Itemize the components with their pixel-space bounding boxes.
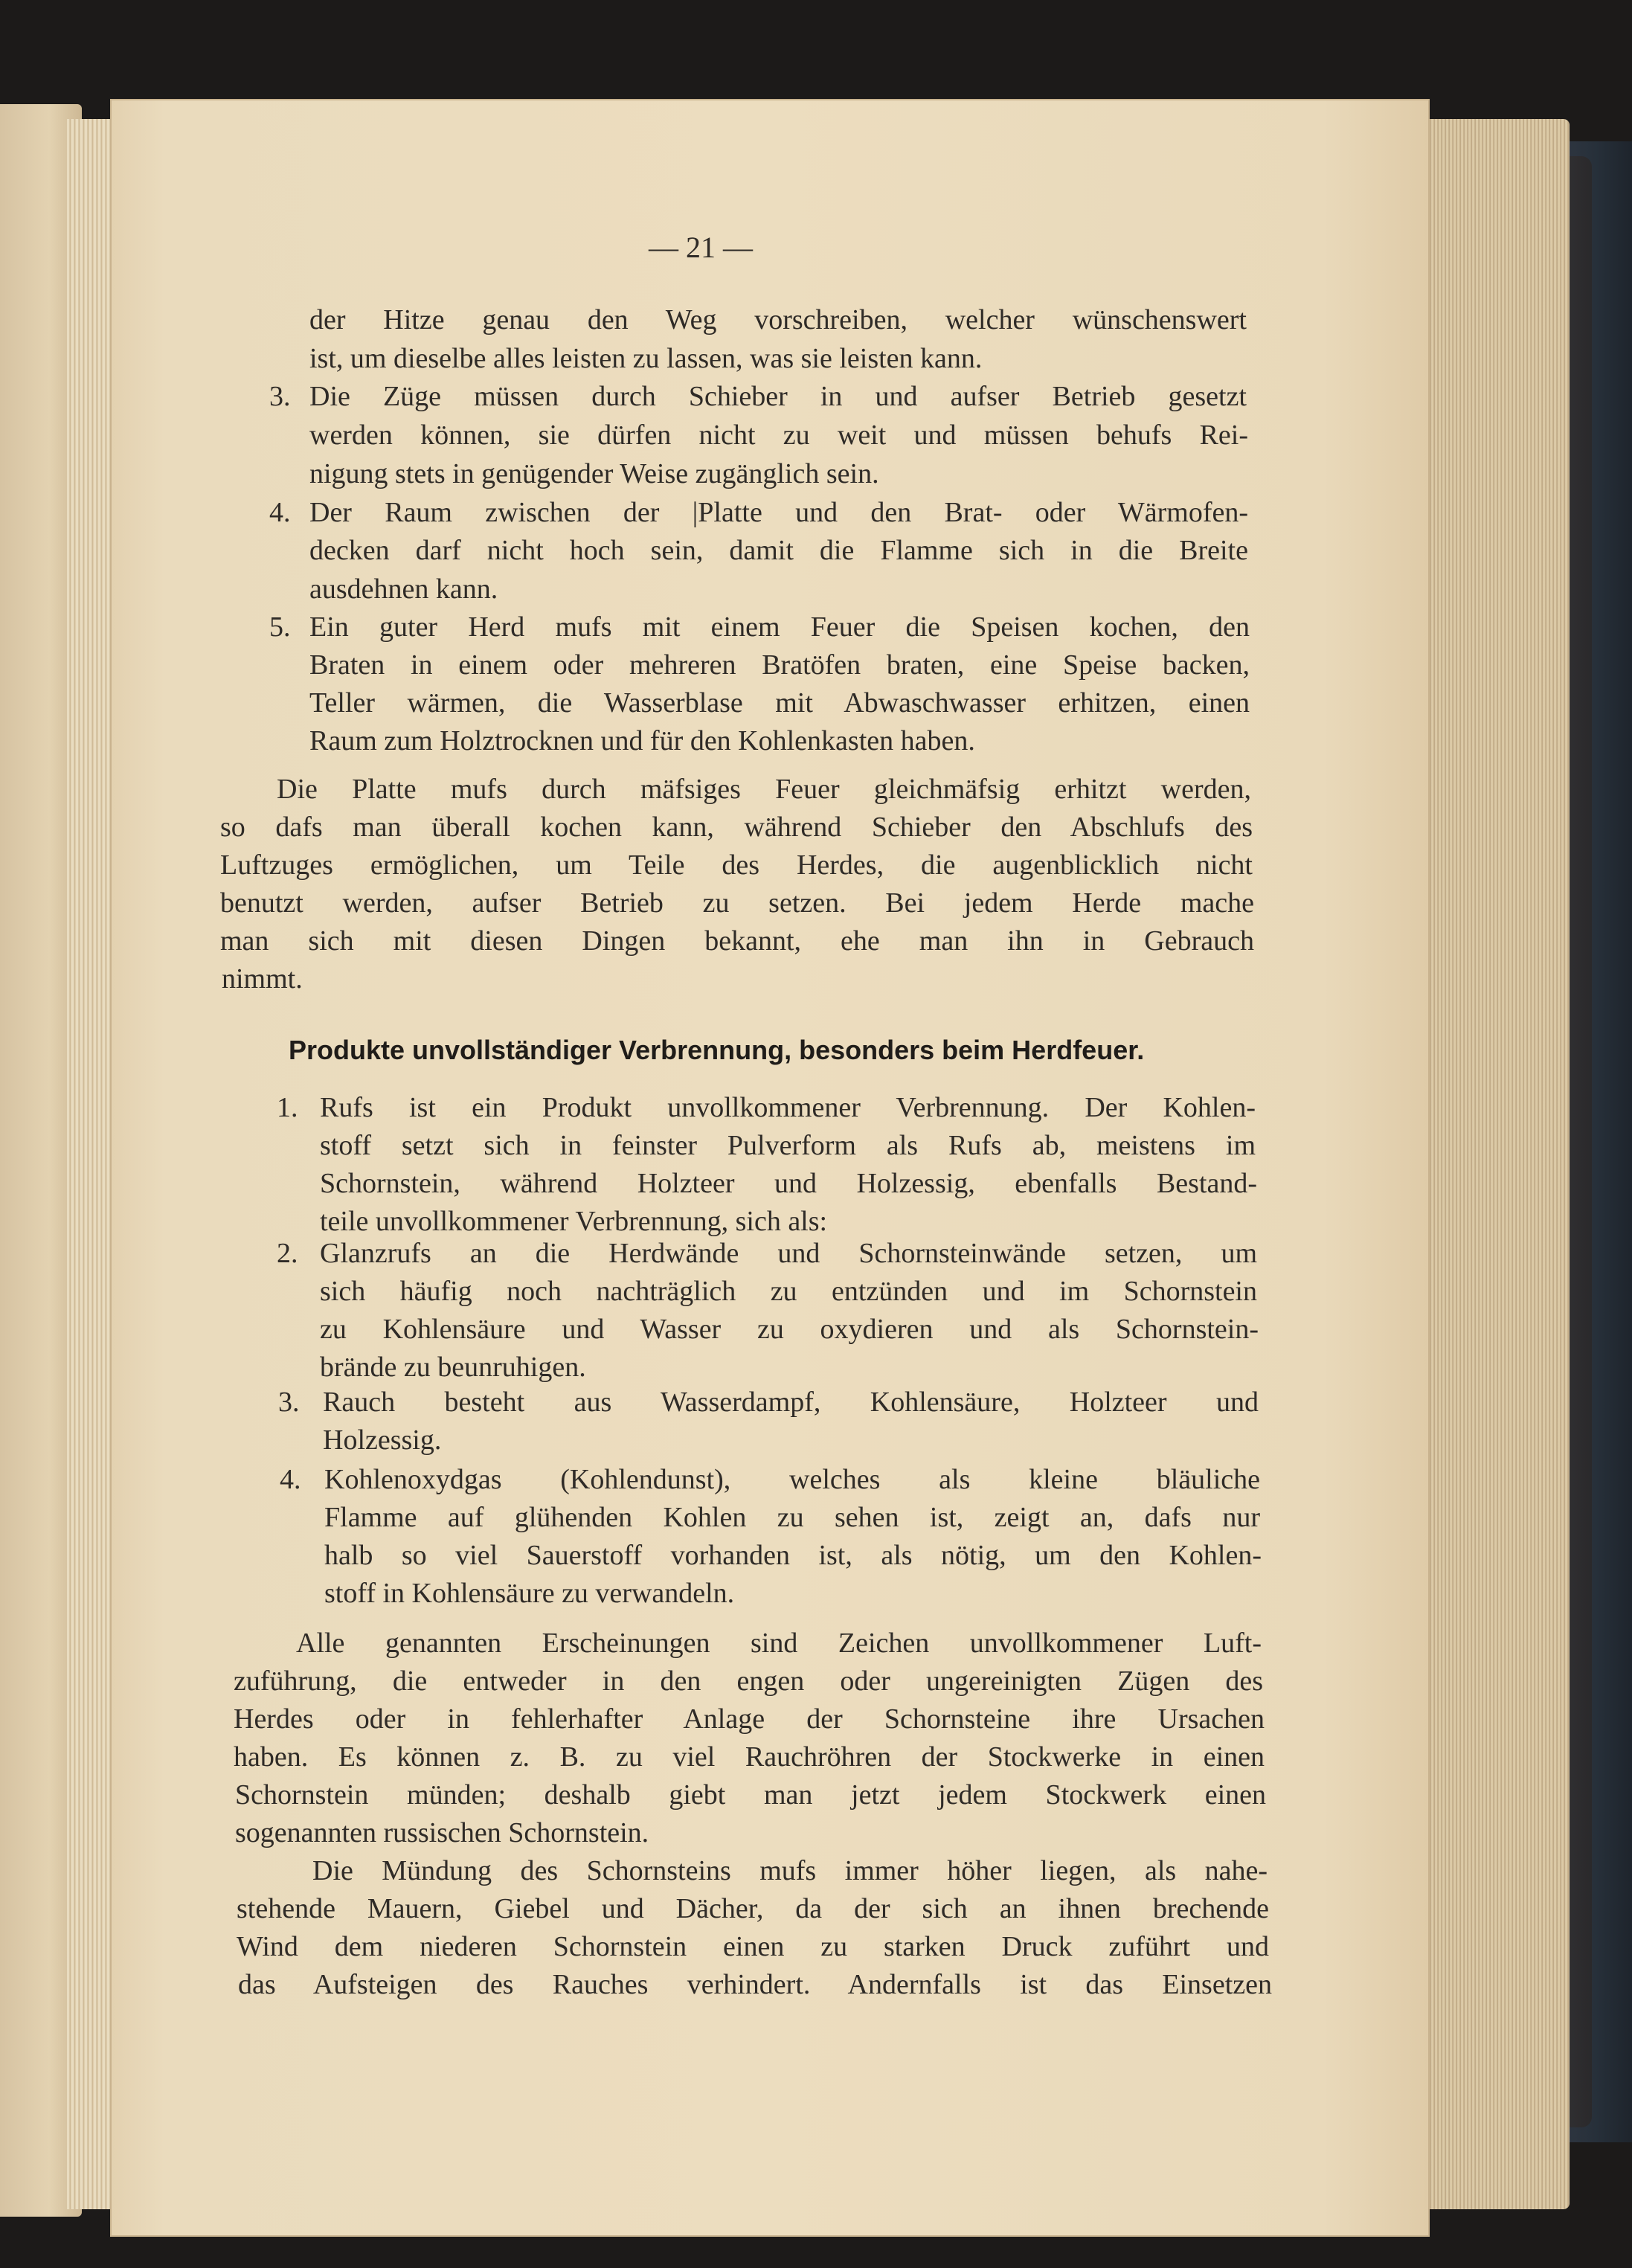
text-line: sogenannten russischen Schornstein.	[235, 1817, 649, 1848]
text-line: nigung stets in genügender Weise zugänglich sein.	[309, 458, 879, 489]
text-line: Wind dem niederen Schornstein einen zu starken Druck zuführt und	[237, 1931, 1269, 1962]
text-line: Ein guter Herd mufs mit einem Feuer die Speisen kochen, den	[309, 611, 1250, 643]
text-line: Schornstein münden; deshalb giebt man jetzt jedem Stockwerk einen	[235, 1779, 1266, 1811]
text-line: ausdehnen kann.	[309, 574, 498, 605]
list-number: 1.	[277, 1092, 298, 1123]
text-line: Herdes oder in fehlerhafter Anlage der Schornsteine ihre Ursachen	[234, 1703, 1265, 1735]
page-block-edges	[1421, 119, 1570, 2209]
text-line: halb so viel Sauerstoff vorhanden ist, als nötig, um den Kohlen-	[324, 1540, 1262, 1571]
text-line: Die Züge müssen durch Schieber in und aufser Betrieb gesetzt	[309, 381, 1247, 412]
list-number: 3.	[269, 381, 291, 412]
text-line: Rauch besteht aus Wasserdampf, Kohlensäure, Holzteer und	[323, 1387, 1259, 1418]
text-line: Raum zum Holztrocknen und für den Kohlenkasten haben.	[309, 725, 975, 756]
text-line: Kohlenoxydgas (Kohlendunst), welches als kleine bläuliche	[324, 1464, 1260, 1495]
text-line: haben. Es können z. B. zu viel Rauchröhren der Stockwerke in einen	[234, 1741, 1265, 1773]
text-line: stoff in Kohlensäure zu verwandeln.	[324, 1578, 735, 1609]
text-line: Der Raum zwischen der |Platte und den Brat- oder Wärmofen-	[309, 497, 1248, 528]
text-line: man sich mit diesen Dingen bekannt, ehe man ihn in Gebrauch	[220, 925, 1254, 957]
list-number: 4.	[280, 1464, 301, 1495]
text-line: Schornstein, während Holzteer und Holzessig, ebenfalls Bestand-	[320, 1168, 1257, 1199]
list-number: 2.	[277, 1238, 298, 1269]
text-line: der Hitze genau den Weg vorschreiben, welcher wünschenswert	[309, 304, 1247, 335]
page-number: — 21 —	[649, 231, 753, 264]
text-line: stehende Mauern, Giebel und Dächer, da der sich an ihnen brechende	[237, 1893, 1269, 1924]
text-line: Braten in einem oder mehreren Bratöfen braten, eine Speise backen,	[309, 649, 1250, 681]
text-line: Luftzuges ermöglichen, um Teile des Herdes, die augenblicklich nicht	[220, 849, 1253, 881]
text-line: Flamme auf glühenden Kohlen zu sehen ist, zeigt an, dafs nur	[324, 1502, 1260, 1533]
list-number: 4.	[269, 497, 291, 528]
list-number: 3.	[278, 1387, 300, 1418]
list-number: 5.	[269, 611, 291, 643]
text-line: stoff setzt sich in feinster Pulverform als Rufs ab, meistens im	[320, 1130, 1256, 1161]
text-line: Holzessig.	[323, 1424, 442, 1456]
text-line: Rufs ist ein Produkt unvollkommener Verbrennung. Der Kohlen-	[320, 1092, 1256, 1123]
text-line: Die Platte mufs durch mäfsiges Feuer gleichmäfsig erhitzt werden,	[277, 774, 1251, 805]
left-page-fore-edge	[67, 119, 112, 2209]
text-line: Alle genannten Erscheinungen sind Zeichen unvollkommener Luft-	[296, 1628, 1262, 1659]
text-line: nimmt.	[222, 963, 303, 995]
section-heading: Produkte unvollständiger Verbrennung, besonders beim Herdfeuer.	[289, 1035, 1145, 1065]
text-line: sich häufig noch nachträglich zu entzünden und im Schornstein	[320, 1276, 1257, 1307]
text-line: decken darf nicht hoch sein, damit die Flamme sich in die Breite	[309, 535, 1248, 566]
text-line: Teller wärmen, die Wasserblase mit Abwaschwasser erhitzen, einen	[309, 687, 1250, 719]
text-line: benutzt werden, aufser Betrieb zu setzen. Bei jedem Herde mache	[220, 887, 1254, 919]
text-line: brände zu beunruhigen.	[320, 1352, 586, 1383]
text-line: ist, um dieselbe alles leisten zu lassen, was sie leisten kann.	[309, 343, 983, 374]
text-line: so dafs man überall kochen kann, während Schieber den Abschlufs des	[220, 812, 1253, 843]
text-line: zu Kohlensäure und Wasser zu oxydieren und als Schornstein-	[320, 1314, 1259, 1345]
text-line: zuführung, die entweder in den engen oder ungereinigten Zügen des	[234, 1665, 1263, 1697]
text-line: werden können, sie dürfen nicht zu weit und müssen behufs Rei-	[309, 420, 1248, 451]
text-line: teile unvollkommener Verbrennung, sich als:	[320, 1206, 828, 1237]
text-line: das Aufsteigen des Rauches verhindert. Andernfalls ist das Einsetzen	[238, 1969, 1272, 2000]
text-line: Glanzrufs an die Herdwände und Schornsteinwände setzen, um	[320, 1238, 1257, 1269]
text-line: Die Mündung des Schornsteins mufs immer höher liegen, als nahe-	[312, 1855, 1268, 1886]
